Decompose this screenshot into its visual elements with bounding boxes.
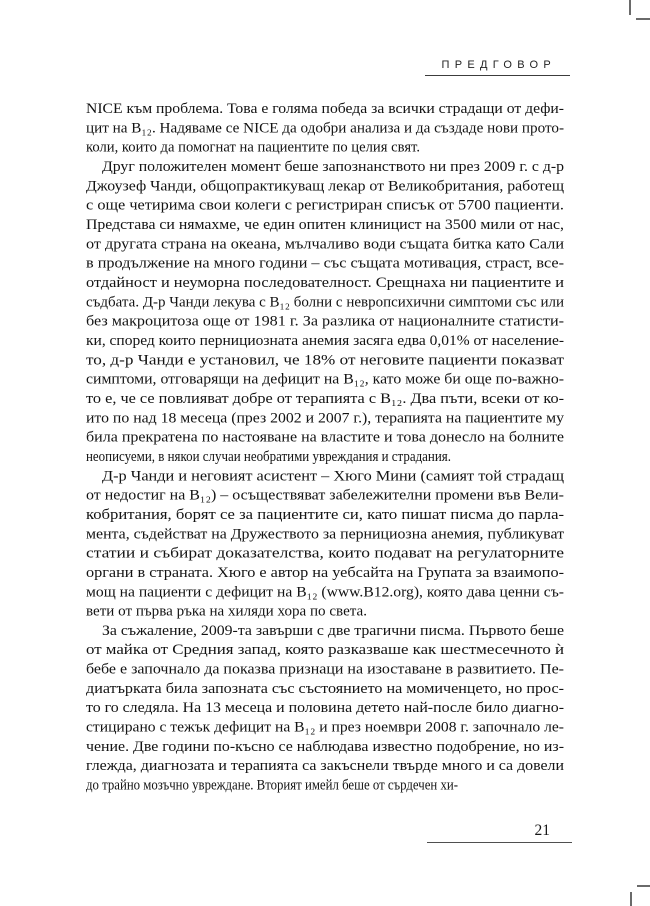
running-head-rule — [425, 75, 570, 76]
body-text-line: коли, които да помогнат на пациентите по целия свят. — [86, 139, 420, 156]
body-text-line: в продължение на много години – със същата мотивация, страст, все- — [86, 255, 564, 272]
body-text-line: от майка от Средния запад, която разказваше как шестмесечното ѝ — [86, 642, 564, 659]
body-text-line: Друг положителен момент беше запознанството ни през 2009 г. с д-р — [102, 158, 564, 175]
crop-mark-bottom-right-vertical — [630, 892, 632, 906]
body-text-line: Представа си нямахме, че един опитен клиницист на 3500 мили от нас, — [86, 216, 564, 233]
body-text-line: то го следяла. На 13 месеца и половина детето най-после било диагно- — [86, 700, 565, 717]
body-text-line: то, д-р Чанди е установил, че 18% от неговите пациенти показват — [86, 352, 565, 369]
body-text-line: Д-р Чанди и неговият асистент – Хюго Мини (самият той страдащ — [102, 468, 565, 485]
body-text-line: от недостиг на B₁₂) – осъществяват забележителни промени във Вели- — [86, 487, 564, 504]
running-head-title: ПРЕДГОВОР — [441, 59, 556, 71]
body-text-line: ито по над 18 месеца (през 2002 и 2007 г.), терапията на пациентите му — [86, 410, 565, 427]
body-text-line: без макроцитоза още от 1981 г. За разлика от националните статисти- — [86, 313, 564, 330]
body-text-line: NICE към проблема. Това е голяма победа за всички страдащи от дефи- — [86, 101, 564, 117]
body-text-line: кобритания, борят се за пациентите си, като пишат писма до парла- — [86, 506, 564, 523]
body-text-line: диатърката била запозната със състоянието на момиченцето, но прос- — [86, 680, 565, 697]
body-text-line: от другата страна на океана, мълчаливо води същата битка като Сали — [86, 236, 564, 253]
body-text-line: мощ на пациенти с дефицит на B₁₂ (www.B12.org), която дава ценни съ- — [86, 584, 564, 601]
body-text-line: неописуеми, в някои случаи необратими увреждания и страдания. — [86, 448, 451, 465]
body-text-line: била прекратена по настояване на властите и това донесло на болните — [86, 429, 565, 446]
body-text-line: статии и събират доказателства, които подават на регулаторните — [86, 545, 565, 562]
page-number: 21 — [534, 822, 550, 839]
body-text-line: симптоми, отговарящи на дефицит на B₁₂, като може би още по-важно- — [86, 371, 564, 388]
body-text-line: За съжаление, 2009-та завърши с две трагични писма. Първото беше — [102, 622, 565, 639]
body-text-line: стицирано с тежък дефицит на B₁₂ и през ноември 2008 г. започнало ле- — [86, 719, 564, 736]
body-text-line: органи в страната. Хюго е автор на уебсайта на Групата за взаимопо- — [86, 564, 564, 581]
crop-mark-top-right-vertical — [629, 0, 631, 15]
body-text-line: отдайност и неуморна последователност. Срещнаха ни пациентите и — [86, 274, 564, 291]
body-text-line: с още четирима свои колеги с регистриран списък от 5700 пациенти. — [86, 197, 564, 214]
body-text-line: ки, според които пернициозната анемия засяга едва 0,01% от население- — [86, 332, 564, 349]
crop-mark-bottom-right-horizontal — [637, 885, 650, 887]
body-text-line: до трайно мозъчно увреждане. Вторият имейл беше от сърдечен хи- — [86, 777, 458, 794]
body-text-line: чение. Две години по-късно се наблюдава известно подобрение, но из- — [86, 738, 564, 755]
body-text-line: съдбата. Д-р Чанди лекува с B₁₂ болни с невропсихични симптоми със или — [86, 294, 564, 311]
body-text-line: то е, че се повлияват добре от терапията с B₁₂. Два пъти, всеки от ко- — [86, 390, 565, 407]
body-text-line: мента, съдействат на Дружеството за пернициозна анемия, публикуват — [86, 526, 565, 543]
body-text — [86, 96, 568, 804]
crop-mark-top-right-horizontal — [636, 18, 650, 20]
body-text-line: Джоузеф Чанди, общопрактикуващ лекар от Великобритания, работещ — [86, 178, 565, 195]
body-text-line: глежда, диагнозата и терапията са закъснели твърде много и са довели — [86, 758, 564, 775]
body-text-line: цит на B₁₂. Надяваме се NICE да одобри анализа и да създаде нови прото- — [86, 120, 565, 137]
body-text-line: вети от първа ръка на хиляди хора по света. — [86, 603, 367, 620]
body-text-line: бебе е започнало да показва признаци на изоставане в развитието. Пе- — [86, 661, 565, 678]
footer-rule — [427, 842, 572, 843]
